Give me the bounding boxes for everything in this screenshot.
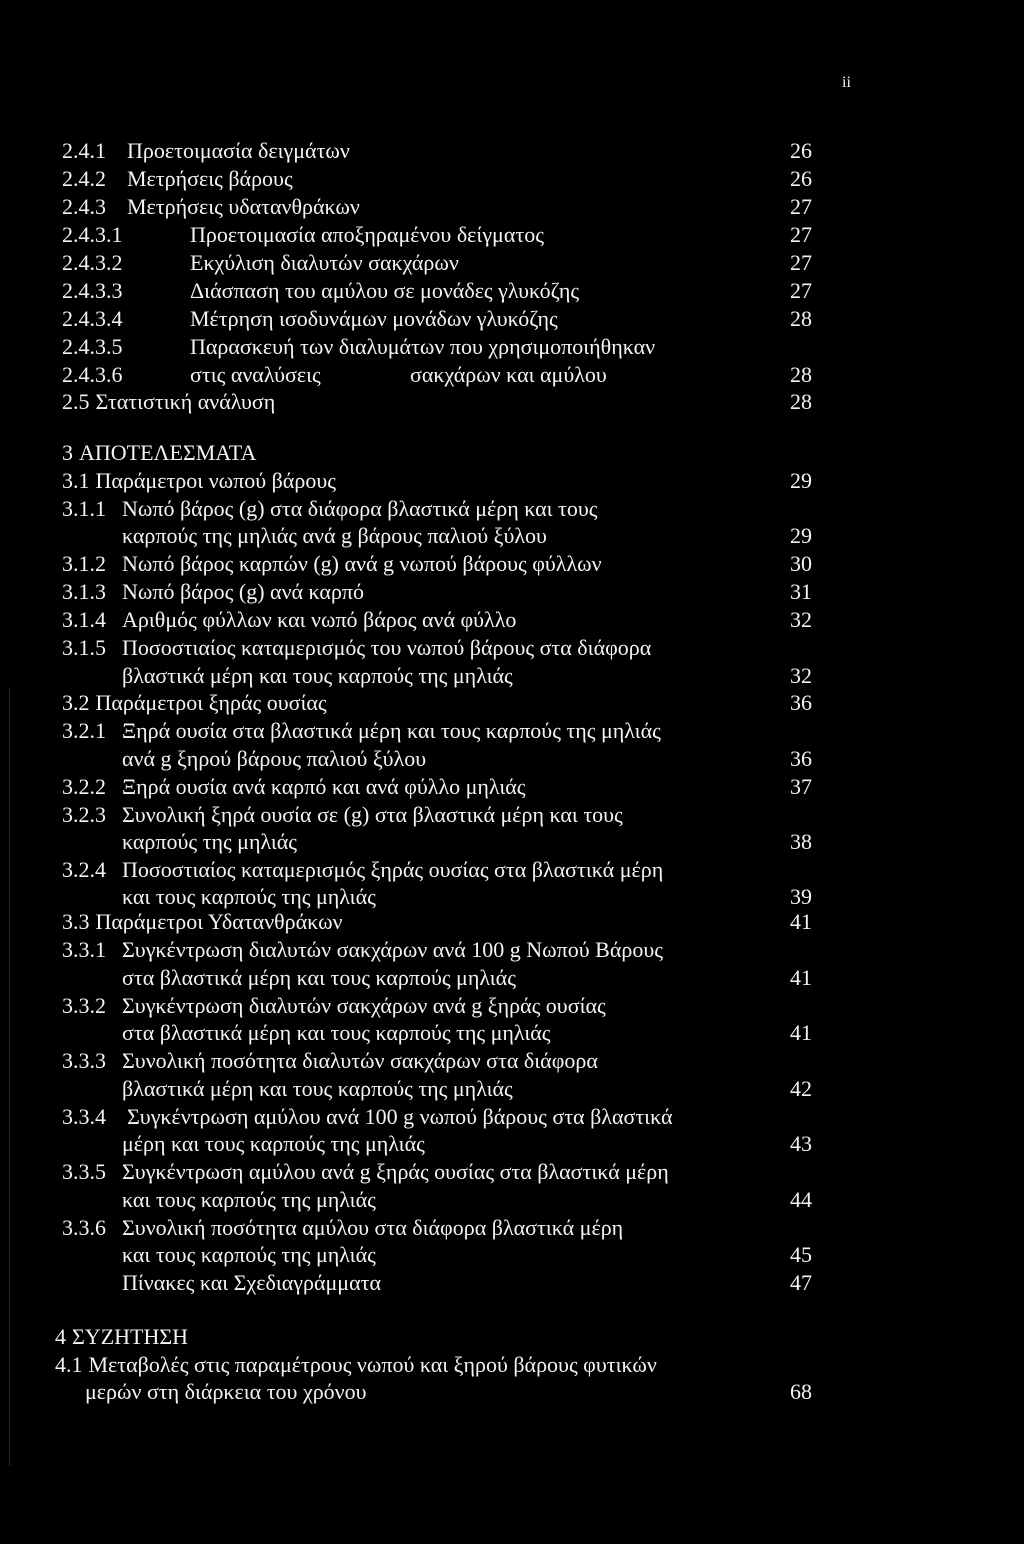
entry-title: καρπούς της μηλιάς: [122, 829, 298, 854]
entry-title: ΑΠΟΤΕΛΕΣΜΑΤΑ: [79, 440, 257, 465]
entry-title: Ποσοστιαίος καταμερισμός του νωπού βάρους στα διάφορα: [122, 635, 652, 660]
entry-heading: [55, 1323, 188, 1351]
toc-entry: [0, 193, 1024, 221]
entry-page: 47: [790, 1270, 812, 1295]
entry-title: ανά g ξηρού βάρους παλιού ξύλου: [122, 746, 427, 771]
entry-page: 36: [790, 746, 812, 771]
entry-title: Συγκέντρωση αμύλου ανά 100 g νωπού βάρους στα βλαστικά: [127, 1104, 673, 1129]
entry-title: Παρασκευή των διαλυμάτων που χρησιμοποιήθηκαν: [190, 334, 656, 359]
chapter-heading: [0, 1323, 1024, 1351]
entry-title: βλαστικά μέρη και τους καρπούς της μηλιάς: [122, 1076, 513, 1101]
toc-entry: [0, 606, 1024, 634]
toc-entry: [0, 634, 1024, 662]
entry-number: 3.3.5: [62, 1159, 106, 1184]
entry-title: στα βλαστικά μέρη και τους καρπούς μηλιάς: [122, 965, 516, 990]
entry-number: 3.1.4: [62, 607, 106, 632]
entry-title: Διάσπαση του αμύλου σε μονάδες γλυκόζης: [190, 278, 580, 303]
entry-page: 45: [790, 1242, 812, 1267]
entry-page: 28: [790, 389, 812, 414]
toc-entry-continuation: [0, 745, 1024, 773]
entry-page: 43: [790, 1131, 812, 1156]
toc-entry-continuation: [0, 662, 1024, 690]
toc-entry: [0, 249, 1024, 277]
toc-entry: [0, 717, 1024, 745]
entry-page: 41: [790, 1020, 812, 1045]
entry-title: Μετρήσεις βάρους: [127, 166, 293, 191]
toc-entry-continuation: [0, 522, 1024, 550]
entry-page: 29: [790, 523, 812, 548]
toc-entry: [0, 908, 1024, 936]
entry-page: 27: [790, 250, 812, 275]
entry-title: Στατιστική ανάλυση: [95, 389, 276, 414]
toc-entry: [0, 1214, 1024, 1242]
entry-number: 3.2.1: [62, 718, 106, 743]
entry-number: 3.3: [62, 909, 90, 934]
toc-entry: [0, 495, 1024, 523]
entry-title: και τους καρπούς της μηλιάς: [122, 1242, 376, 1267]
toc-entry: [0, 1158, 1024, 1186]
page-number: ii: [842, 74, 851, 91]
entry-title: στις αναλύσεις: [190, 362, 321, 387]
entry-number: 2.4.3.2: [62, 250, 123, 275]
toc-entry-continuation: [0, 1075, 1024, 1103]
toc-entry-continuation: [0, 883, 1024, 911]
entry-title: ΣΥΖΗΤΗΣΗ: [72, 1324, 189, 1349]
entry-number: 3.1.3: [62, 579, 106, 604]
entry-title: Συγκέντρωση αμύλου ανά g ξηράς ουσίας στα βλαστικά μέρη: [122, 1159, 669, 1184]
entry-title: Παράμετροι ξηράς ουσίας: [95, 690, 327, 715]
entry-title: στα βλαστικά μέρη και τους καρπούς της μηλιάς: [122, 1020, 551, 1045]
toc-entry-continuation: [0, 1186, 1024, 1214]
entry-heading: [62, 388, 275, 416]
toc-entry: [0, 1103, 1024, 1131]
entry-title: Ξηρά ουσία ανά καρπό και ανά φύλλο μηλιάς: [122, 774, 526, 799]
entry-title: Μεταβολές στις παραμέτρους νωπού και ξηρού βάρους φυτικών: [88, 1352, 657, 1377]
entry-title: Προετοιμασία αποξηραμένου δείγματος: [190, 222, 544, 247]
entry-page: 31: [790, 579, 812, 604]
entry-number: 2.4.1: [62, 138, 106, 163]
entry-title: Ποσοστιαίος καταμερισμός ξηράς ουσίας στα βλαστικά μέρη: [122, 857, 664, 882]
entry-number: 3.1.1: [62, 496, 106, 521]
entry-number: 3.2: [62, 690, 90, 715]
toc-entry: [0, 165, 1024, 193]
entry-title: Αριθμός φύλλων και νωπό βάρος ανά φύλλο: [122, 607, 517, 632]
toc-entry: [0, 388, 1024, 416]
entry-number: 2.4.2: [62, 166, 106, 191]
entry-number: 3.3.4: [62, 1104, 106, 1129]
entry-number: 3.2.3: [62, 802, 106, 827]
entry-number: 3.1.2: [62, 551, 106, 576]
toc-entry-continuation: [0, 964, 1024, 992]
entry-number: 4: [55, 1324, 66, 1349]
entry-page: 26: [790, 138, 812, 163]
toc-entry: [0, 467, 1024, 495]
entry-page: 29: [790, 468, 812, 493]
entry-page: 27: [790, 278, 812, 303]
entry-title: Νωπό βάρος (g) στα διάφορα βλαστικά μέρη και τους: [122, 496, 598, 521]
toc-entry: [0, 578, 1024, 606]
toc-entry: [0, 936, 1024, 964]
entry-title: βλαστικά μέρη και τους καρπούς της μηλιάς: [122, 663, 513, 688]
entry-page: 42: [790, 1076, 812, 1101]
toc-entry: [0, 689, 1024, 717]
entry-heading: [62, 467, 336, 495]
entry-title-continued: σακχάρων και αμύλου: [410, 362, 607, 387]
entry-title: Συγκέντρωση διαλυτών σακχάρων ανά g ξηράς ουσίας: [122, 993, 606, 1018]
entry-number: 3: [62, 440, 73, 465]
entry-number: 2.5: [62, 389, 90, 414]
entry-page: 26: [790, 166, 812, 191]
toc-entry: [0, 992, 1024, 1020]
entry-number: 2.4.3.6: [62, 362, 123, 387]
entry-heading: [62, 689, 327, 717]
entry-title: και τους καρπούς της μηλιάς: [122, 1187, 376, 1212]
entry-page: 39: [790, 884, 812, 909]
entry-number: 3.1: [62, 468, 90, 493]
entry-page: 32: [790, 663, 812, 688]
entry-page: 44: [790, 1187, 812, 1212]
entry-page: 68: [790, 1379, 812, 1404]
toc-entry: [0, 1269, 1024, 1297]
entry-title: Συγκέντρωση διαλυτών σακχάρων ανά 100 g Νωπού Βάρους: [122, 937, 663, 962]
entry-number: 3.2.4: [62, 857, 106, 882]
toc-entry-continuation: [0, 828, 1024, 856]
toc-entry: [0, 277, 1024, 305]
toc-entry: [0, 550, 1024, 578]
entry-number: 3.3.2: [62, 993, 106, 1018]
entry-title: Προετοιμασία δειγμάτων: [127, 138, 350, 163]
entry-title: Ξηρά ουσία στα βλαστικά μέρη και τους καρπούς της μηλιάς: [122, 718, 661, 743]
entry-title: Εκχύλιση διαλυτών σακχάρων: [190, 250, 459, 275]
entry-title: Μέτρηση ισοδυνάμων μονάδων γλυκόζης: [190, 306, 558, 331]
entry-heading: [62, 908, 343, 936]
entry-heading: [62, 439, 256, 467]
entry-title: Παράμετροι νωπού βάρους: [95, 468, 336, 493]
entry-page: 27: [790, 194, 812, 219]
entry-title: Συνολική ξηρά ουσία σε (g) στα βλαστικά μέρη και τους: [122, 802, 623, 827]
entry-page: 41: [790, 909, 812, 934]
toc-entry: [0, 221, 1024, 249]
toc-entry: [0, 1047, 1024, 1075]
entry-number: 2.4.3.5: [62, 334, 123, 359]
entry-page: 32: [790, 607, 812, 632]
entry-title: μερών στη διάρκεια του χρόνου: [85, 1379, 367, 1404]
entry-number: 4.1: [55, 1352, 83, 1377]
toc-entry: [0, 361, 1024, 389]
toc-entry: [0, 305, 1024, 333]
toc-entry-continuation: [0, 1019, 1024, 1047]
toc-entry-continuation: [0, 1378, 1024, 1406]
toc-entry: [0, 1351, 1024, 1379]
entry-page: 28: [790, 306, 812, 331]
entry-page: 30: [790, 551, 812, 576]
entry-title: Νωπό βάρος (g) ανά καρπό: [122, 579, 365, 604]
entry-title: Παράμετροι Υδατανθράκων: [95, 909, 343, 934]
entry-page: 28: [790, 362, 812, 387]
entry-page: 27: [790, 222, 812, 247]
entry-title: Πίνακες και Σχεδιαγράμματα: [122, 1270, 381, 1295]
toc-entry: [0, 856, 1024, 884]
toc-entry-continuation: [0, 1130, 1024, 1158]
entry-title: μέρη και τους καρπούς της μηλιάς: [122, 1131, 425, 1156]
entry-number: 3.3.3: [62, 1048, 106, 1073]
toc-entry-continuation: [0, 1241, 1024, 1269]
toc-entry: [0, 137, 1024, 165]
entry-heading: [55, 1351, 657, 1379]
toc-entry: [0, 773, 1024, 801]
entry-page: 38: [790, 829, 812, 854]
entry-number: 2.4.3.4: [62, 306, 123, 331]
toc-entry: [0, 801, 1024, 829]
entry-page: 36: [790, 690, 812, 715]
entry-number: 2.4.3: [62, 194, 106, 219]
entry-number: 3.1.5: [62, 635, 106, 660]
entry-title: Νωπό βάρος καρπών (g) ανά g νωπού βάρους φύλλων: [122, 551, 602, 576]
entry-page: 41: [790, 965, 812, 990]
entry-title: καρπούς της μηλιάς ανά g βάρους παλιού ξύλου: [122, 523, 547, 548]
chapter-heading: [0, 439, 1024, 467]
toc-entry: [0, 333, 1024, 361]
entry-title: και τους καρπούς της μηλιάς: [122, 884, 376, 909]
entry-title: Συνολική ποσότητα διαλυτών σακχάρων στα διάφορα: [122, 1048, 598, 1073]
entry-number: 3.3.1: [62, 937, 106, 962]
entry-title: Συνολική ποσότητα αμύλου στα διάφορα βλαστικά μέρη: [122, 1215, 624, 1240]
entry-number: 3.3.6: [62, 1215, 106, 1240]
entry-number: 2.4.3.1: [62, 222, 123, 247]
entry-page: 37: [790, 774, 812, 799]
entry-number: 3.2.2: [62, 774, 106, 799]
entry-title: Μετρήσεις υδατανθράκων: [127, 194, 360, 219]
entry-number: 2.4.3.3: [62, 278, 123, 303]
